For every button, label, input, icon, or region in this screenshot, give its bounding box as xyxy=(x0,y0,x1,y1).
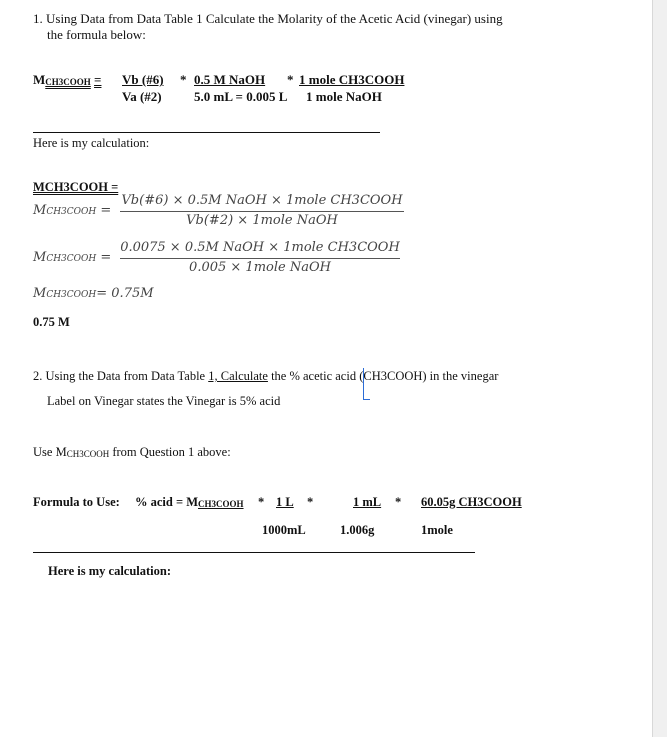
text-cursor-foot xyxy=(363,399,370,400)
step3-line xyxy=(33,286,154,301)
q1-line1: 1. Using Data from Data Table 1 Calculate the Molarity of the Acetic Acid (vinegar) using xyxy=(33,11,503,26)
step2-sub: CH3COOH xyxy=(46,254,97,264)
q2-pct xyxy=(135,495,244,510)
q1-formula-star2: * xyxy=(287,72,294,87)
q2-line1-a: 2. Using the Data from Data Table xyxy=(33,369,209,383)
step2-denominator: 0.005 × 1mole NaOH xyxy=(189,260,331,275)
q2-pct-sub: CH3COOH xyxy=(198,499,244,509)
q1-answer: 0.75 M xyxy=(33,315,70,329)
molarity-symbol: M xyxy=(33,72,46,87)
text-cursor[interactable] xyxy=(363,368,364,400)
q1-calc-lhs: MCH3COOH = xyxy=(33,180,119,194)
q2-f3-num: 60.05g CH3COOH xyxy=(421,495,522,509)
q2-f1-den: 1000mL xyxy=(262,523,306,537)
step2-fraction-bar xyxy=(120,258,400,259)
q2-f1-num: 1 L xyxy=(276,495,294,509)
q1-line2: the formula below: xyxy=(47,27,146,42)
step3-sub: CH3COOH xyxy=(46,290,97,300)
q2-pct-text: % acid = M xyxy=(135,495,199,509)
step2-m: M xyxy=(33,250,47,265)
q2-line1 xyxy=(33,369,498,384)
step3-rhs: = 0.75M xyxy=(96,286,154,301)
q2-f2-den: 1.006g xyxy=(340,523,375,537)
q2-calc-label: Here is my calculation: xyxy=(48,564,172,578)
q2-line2: Label on Vinegar states the Vinegar is 5% acid xyxy=(47,394,281,408)
step1-numerator: Vb(#6) × 0.5M NaOH × 1mole CH3COOH xyxy=(121,193,403,208)
q2-formula-label: Formula to Use: xyxy=(33,495,120,509)
q1-answer-line xyxy=(33,132,380,133)
q1-formula-mol-den: 1 mole NaOH xyxy=(306,89,382,104)
q1-formula-va: Va (#2) xyxy=(122,89,162,104)
q1-formula-naoh-num: 0.5 M NaOH xyxy=(194,72,266,87)
q1-calc-label: Here is my calculation: xyxy=(33,136,150,150)
step2-lhs: MCH3COOH = xyxy=(33,250,112,265)
q1-formula-star1: * xyxy=(180,72,187,87)
q2-star2: * xyxy=(307,495,314,509)
q2-use-line xyxy=(33,445,231,460)
q2-star3: * xyxy=(395,495,402,509)
q1-formula-lhs xyxy=(33,72,101,88)
q1-formula-naoh-den: 5.0 mL = 0.005 L xyxy=(194,89,288,104)
q2-use-m: Use M xyxy=(33,445,67,459)
page-margin-gutter xyxy=(652,0,667,737)
step1-denominator: Vb(#2) × 1mole NaOH xyxy=(186,213,338,228)
step3-m: M xyxy=(33,286,47,301)
q1-formula-vb: Vb (#6) xyxy=(122,72,164,87)
step1-fraction-bar xyxy=(120,211,404,212)
equals-sign: = xyxy=(94,72,102,87)
q2-line1-c: the % acetic acid (CH3COOH) in the vinegar xyxy=(267,369,499,383)
step1-sub: CH3COOH xyxy=(46,207,97,217)
molarity-subscript: CH3COOH xyxy=(45,77,91,87)
q2-star1: * xyxy=(258,495,265,509)
step1-m: M xyxy=(33,203,47,218)
q2-line1-b: 1, Calculate xyxy=(208,369,268,383)
q2-use-tail: from Question 1 above: xyxy=(109,445,231,459)
q2-f3-den: 1mole xyxy=(421,523,453,537)
q2-use-sub: CH3COOH xyxy=(66,449,110,459)
q2-f2-num: 1 mL xyxy=(353,495,382,509)
step1-lhs: MCH3COOH = xyxy=(33,203,112,218)
step2-numerator: 0.0075 × 0.5M NaOH × 1mole CH3COOH xyxy=(120,240,400,255)
q1-formula-mol-num: 1 mole CH3COOH xyxy=(299,72,405,87)
q2-answer-line xyxy=(33,552,475,553)
